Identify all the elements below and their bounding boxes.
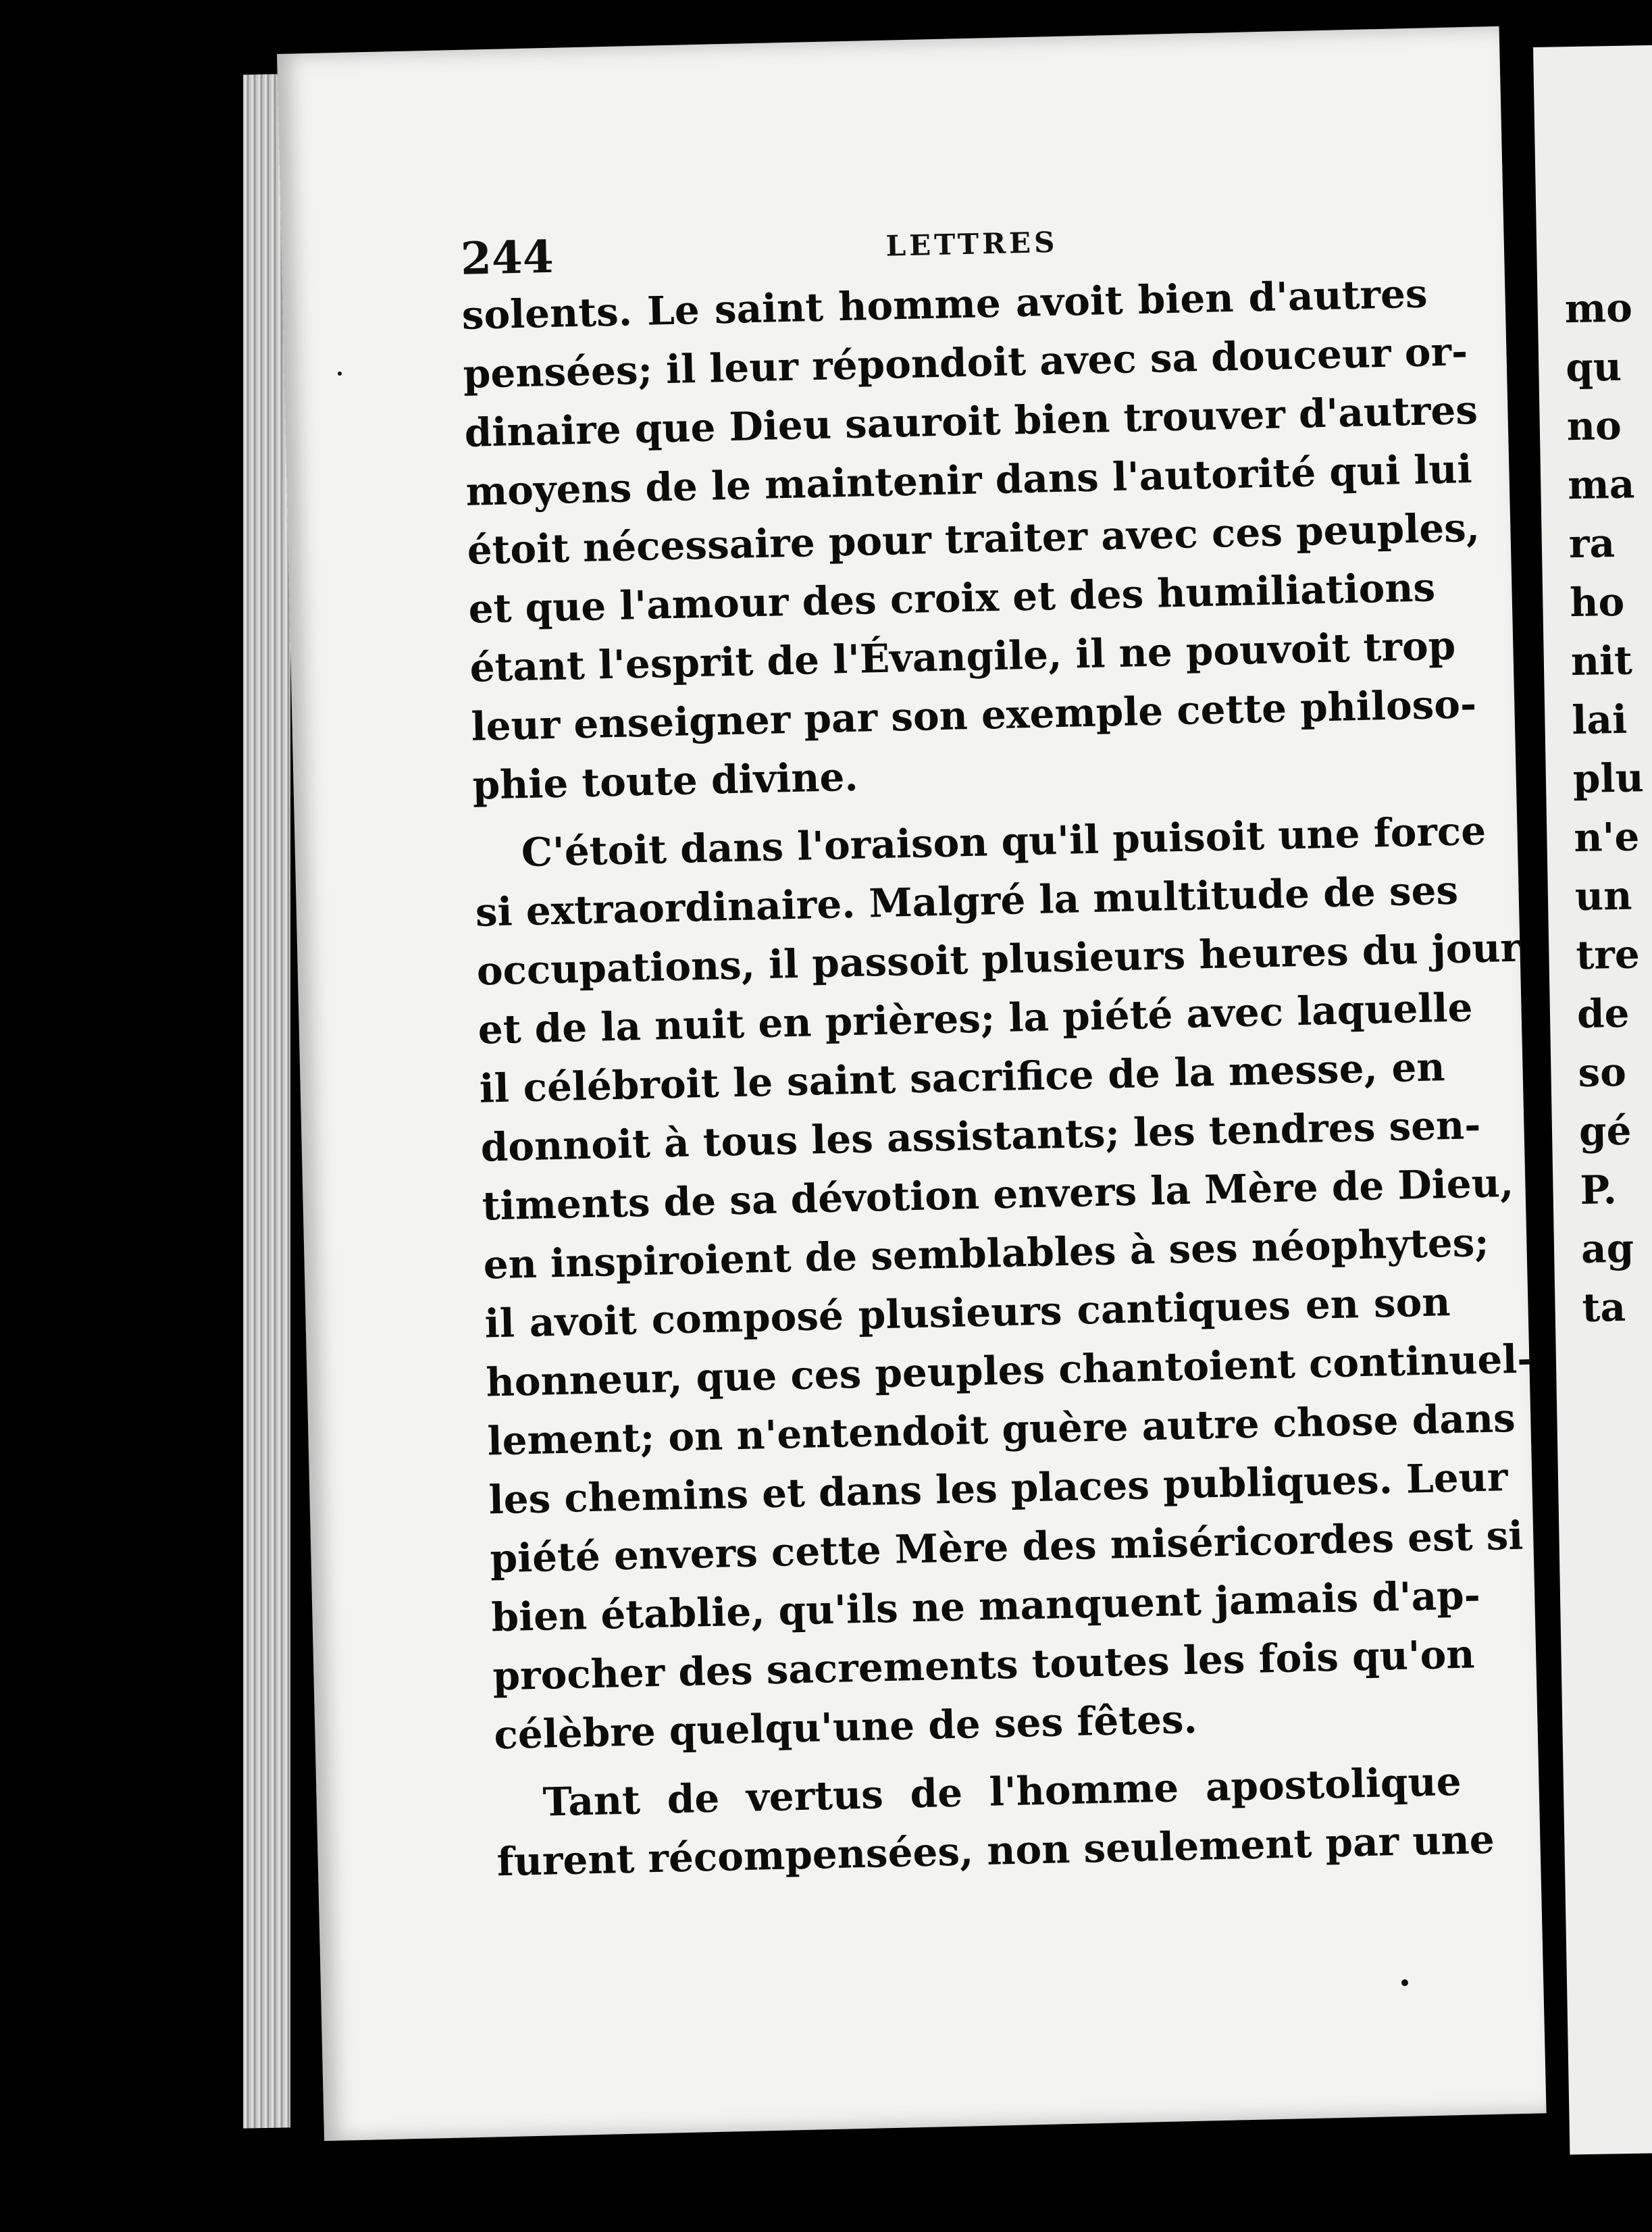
text-line: étant l'esprit de l'Évangile, il ne pouvoit trop <box>469 622 1456 691</box>
text-line: et que l'amour des croix et des humiliations <box>467 564 1436 632</box>
facing-text-fragment: no <box>1566 402 1622 450</box>
text-line: les chemins et dans les places publiques. Leur <box>488 1454 1509 1523</box>
facing-text-fragment: ma <box>1567 461 1635 509</box>
text-line: leur enseigner par son exemple cette philoso- <box>470 680 1477 750</box>
text-line: solents. Le saint homme avoit bien d'autres <box>461 270 1428 338</box>
facing-text-fragment: P. <box>1579 1167 1618 1214</box>
facing-text-fragment: mo <box>1564 284 1633 332</box>
text-line: célèbre quelqu'une de ses fêtes. <box>493 1696 1198 1758</box>
text-line: moyens de le maintenir dans l'autorité qui lui <box>465 446 1473 515</box>
left-page <box>277 26 1547 2141</box>
page-block-edge <box>243 74 290 2128</box>
facing-text-fragment: so <box>1577 1048 1627 1096</box>
facing-text-fragment: ra <box>1568 520 1616 567</box>
facing-text-fragment: nit <box>1570 637 1633 685</box>
text-line: pensées; il leur répondoit avec sa douceur or- <box>463 328 1468 397</box>
text-line: en inspiroient de semblables à ses néophytes; <box>482 1219 1490 1288</box>
facing-text-fragment: de <box>1576 990 1630 1038</box>
text-line: piété envers cette Mère des miséricordes est si <box>489 1512 1524 1582</box>
text-line: il célébroit le saint sacrifice de la messe, en <box>479 1044 1446 1112</box>
text-line: occupations, il passoit plusieurs heures du jour <box>476 924 1522 994</box>
text-line: procher des sacrements toutes les fois qu'on <box>492 1631 1476 1700</box>
facing-page-text <box>1564 278 1652 1338</box>
body-text <box>461 264 1534 1892</box>
facing-text-fragment: lai <box>1571 696 1628 744</box>
facing-text-fragment: un <box>1574 872 1632 920</box>
facing-text-fragment: ag <box>1580 1225 1634 1273</box>
facing-text-fragment: tre <box>1575 931 1641 979</box>
text-line: il avoit composé plusieurs cantiques en son <box>484 1279 1451 1347</box>
facing-text-fragment: ho <box>1569 578 1625 626</box>
text-line: bien établie, qu'ils ne manquent jamais d'ap- <box>490 1572 1481 1641</box>
ink-speck <box>338 372 342 376</box>
text-line: si extraordinaire. Malgré la multitude de ses <box>475 867 1459 936</box>
page-number: 244 <box>460 230 554 285</box>
facing-text-fragment: n'e <box>1573 813 1640 861</box>
facing-text-fragment: ta <box>1581 1284 1626 1331</box>
facing-text-fragment: gé <box>1578 1107 1632 1155</box>
text-line: phie toute divine. <box>471 753 859 809</box>
text-line: et de la nuit en prières; la piété avec laquelle <box>477 984 1474 1053</box>
text-line: dinaire que Dieu sauroit bien trouver d'autres <box>464 386 1478 456</box>
text-line: honneur, que ces peuples chantoient continuel- <box>485 1336 1534 1406</box>
text-line: furent récompensées, non seulement par une <box>496 1816 1495 1885</box>
text-line: lement; on n'entendoit guère autre chose dans <box>486 1394 1516 1465</box>
text-line: C'étoit dans l'oraison qu'il puisoit une force <box>521 807 1487 876</box>
facing-text-fragment: qu <box>1565 343 1622 391</box>
facing-page-edge <box>1533 44 1652 2154</box>
facing-text-fragment: plu <box>1572 755 1645 803</box>
text-line: timents de sa dévotion envers la Mère de Dieu, <box>482 1159 1514 1229</box>
running-head: LETTRES <box>885 225 1058 263</box>
ink-speck <box>1401 1979 1408 1986</box>
text-line: étoit nécessaire pour traiter avec ces peuples, <box>466 504 1480 574</box>
text-line: Tant de vertus de l'homme apostolique <box>542 1758 1462 1825</box>
text-line: donnoit à tous les assistants; les tendres sen- <box>480 1101 1481 1171</box>
